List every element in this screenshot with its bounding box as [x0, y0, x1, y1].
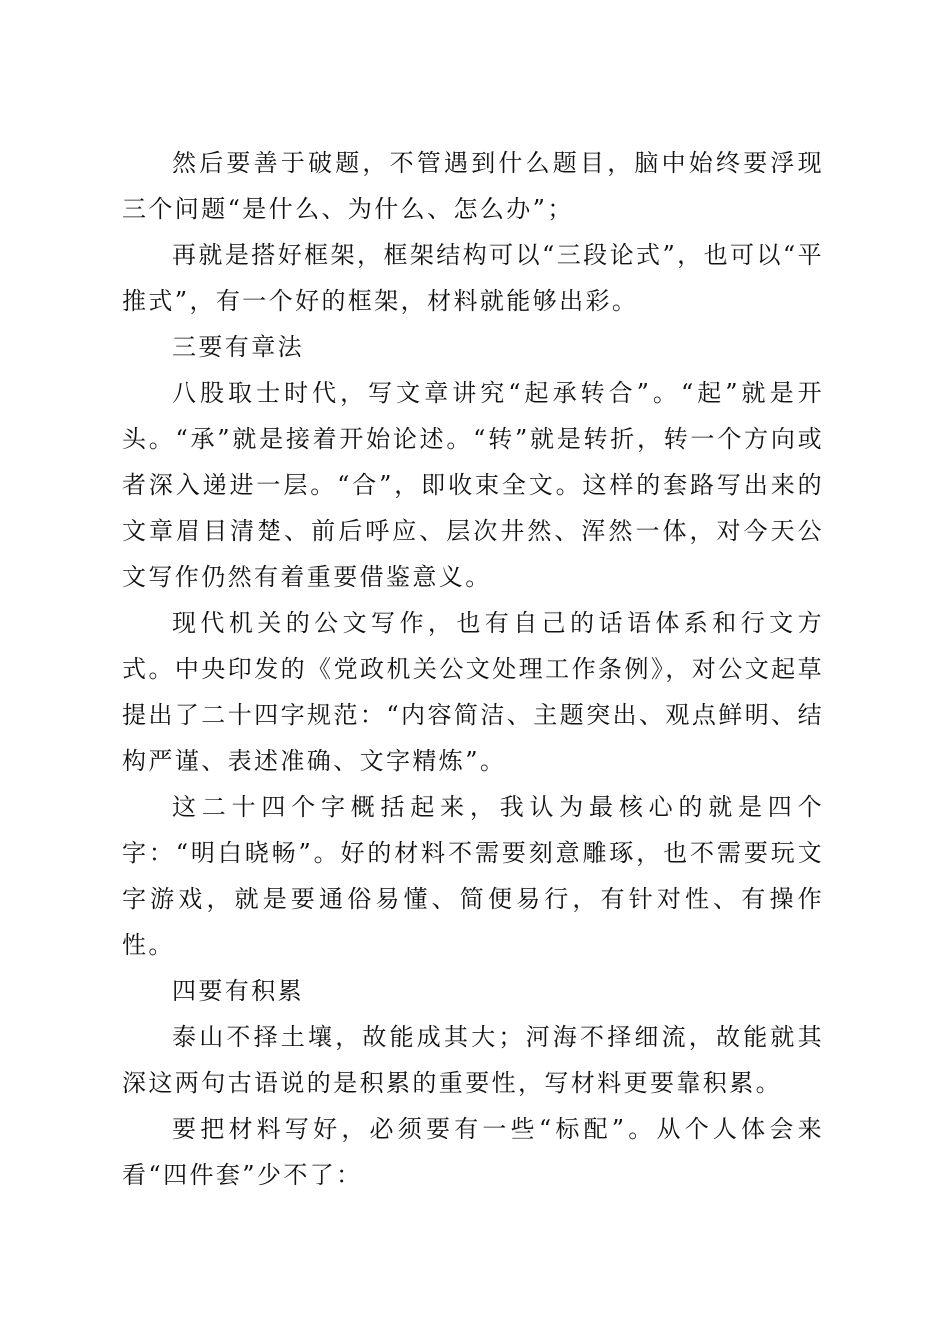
section-heading-method: 三要有章法 — [172, 333, 304, 361]
paragraph-break-topic: 然后要善于破题，不管遇到什么题目，脑中始终要浮现三个问题“是什么、为什么、怎么办”； — [122, 149, 824, 223]
section-heading-accumulation: 四要有积累 — [172, 977, 304, 1005]
paragraph-taishan: 泰山不择土壤，故能成其大；河海不择细流，故能就其深这两句古语说的是积累的重要性，写材料更要靠积累。 — [122, 1023, 824, 1097]
paragraph-framework: 再就是搭好框架，框架结构可以“三段论式”，也可以“平推式”，有一个好的框架，材料就能够出彩。 — [122, 241, 824, 315]
paragraph-core-words: 这二十四个字概括起来，我认为最核心的就是四个字：“明白晓畅”。好的材料不需要刻意雕琢，也不需要玩文字游戏，就是要通俗易懂、简便易行，有针对性、有操作性。 — [122, 793, 824, 959]
paragraph-standard-kit: 要把材料写好，必须要有一些“标配”。从个人体会来看“四件套”少不了： — [122, 1115, 824, 1189]
paragraph-eight-legged: 八股取士时代，写文章讲究“起承转合”。“起”就是开头。“承”就是接着开始论述。“转”就是转折，转一个方向或者深入递进一层。“合”，即收束全文。这样的套路写出来的文章眉目清楚、前后呼应、层次井然、浑然一体，对今天公文写作仍然有着重要借鉴意义。 — [122, 379, 824, 591]
document-body — [122, 140, 824, 1198]
paragraph-modern-writing: 现代机关的公文写作，也有自己的话语体系和行文方式。中央印发的《党政机关公文处理工作条例》，对公文起草提出了二十四字规范：“内容简洁、主题突出、观点鲜明、结构严谨、表述准确、文字精炼”。 — [122, 609, 824, 775]
